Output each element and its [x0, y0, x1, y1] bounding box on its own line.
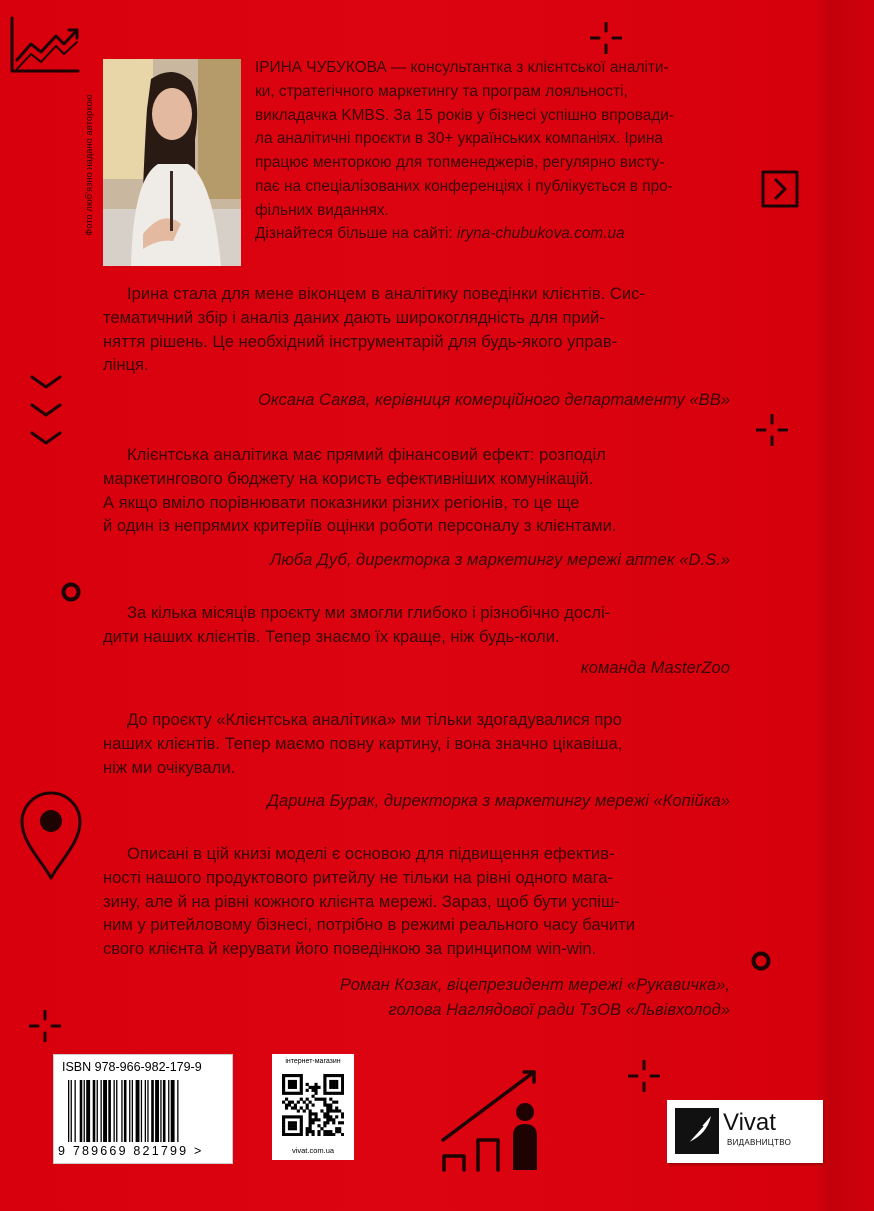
testimonial-attribution: команда MasterZoo — [580, 658, 730, 677]
map-pin-icon — [19, 790, 83, 882]
publisher-subtitle: ВИДАВНИЦТВО — [727, 1138, 792, 1147]
bio-line: викладачка KMBS. За 15 років у бізнесі успішно впровади- — [255, 106, 675, 124]
isbn-label: ISBN 978-966-982-179-9 — [62, 1060, 202, 1074]
growth-person-icon — [440, 1068, 546, 1174]
publisher-logo — [667, 1100, 823, 1163]
website-link[interactable]: iryna-chubukova.com.ua — [456, 225, 625, 242]
circle-icon — [60, 581, 82, 603]
qr-top-label: інтернет-магазин — [285, 1058, 341, 1065]
bio-line: фільних виданнях. — [255, 201, 389, 219]
testimonial-text: Описані в цій книзі моделі є основою для підвищення ефектив- ності нашого продуктового ритейлу не тільки на рівні одного мага- зину, але й на рівні кожного клієнта мережі. Зараз, щоб бути успіш- ним у ритейловому бізнесі, потрібно в режимі реального часу бачити свого клієнта й керувати його поведінкою за принципом win-win. — [103, 844, 636, 959]
bio-line: ла аналітичні проєкти в 30+ українських компаніях. Ірина — [255, 130, 663, 148]
testimonial-attribution: Оксана Саква, керівниця комерційного департаменту «ВВ» — [257, 390, 730, 409]
barcode-bars — [68, 1080, 226, 1142]
crosshair-icon — [628, 1060, 660, 1092]
chart-growth-icon — [9, 14, 81, 74]
qr-code-block[interactable] — [272, 1054, 354, 1160]
barcode-digits: 9 789669 821799 > — [58, 1144, 204, 1158]
publisher-name: Vivat — [723, 1109, 776, 1136]
chevrons-down-icon — [28, 372, 64, 452]
website-label: Дізнайтеся більше на сайті: — [255, 225, 453, 242]
testimonial-text: Ірина стала для мене віконцем в аналітику поведінки клієнтів. Сис- тематичний збір і аналіз даних дають широкоглядність для прий- няття рішень. Це необхідний інструментарій для будь-якого управ- лінця. — [103, 284, 645, 375]
bio-line: ки, стратегічного маркетингу та програм лояльності, — [255, 82, 628, 100]
testimonial-text: До проєкту «Клієнтська аналітика» ми тільки здогадувалися про наших клієнтів. Тепер маємо повну картину, і вона значно цікавіша, ніж ми очікували. — [103, 710, 623, 777]
photo-credit: Фото люб'язно надано авторкою — [84, 93, 94, 236]
crosshair-icon — [590, 22, 622, 54]
bio-line: працює менторкою для топменеджерів, регулярно висту- — [255, 154, 665, 172]
testimonial-attribution: голова Наглядової ради ТзОВ «Львівхолод» — [388, 1000, 730, 1019]
testimonial-attribution: Люба Дуб, директорка з маркетингу мережі аптек «D.S.» — [269, 550, 730, 569]
testimonial-text: За кілька місяців проєкту ми змогли глибоко і різнобічно дослі- дити наших клієнтів. Тепер знаємо їх краще, ніж будь-коли. — [103, 603, 611, 646]
bio-line: ІРИНА ЧУБУКОВА — консультантка з клієнтської аналіти- — [255, 59, 669, 76]
author-website — [255, 225, 625, 243]
author-bio — [255, 56, 733, 223]
feather-logo-icon — [675, 1108, 719, 1159]
bio-line: пає на спеціалізованих конференціях і публікується в про- — [255, 177, 673, 195]
crosshair-icon — [29, 1010, 61, 1042]
qr-code[interactable] — [282, 1074, 344, 1136]
author-photo — [103, 59, 241, 266]
isbn-barcode — [53, 1054, 233, 1164]
crosshair-icon — [756, 414, 788, 446]
qr-bottom-label: vivat.com.ua — [291, 1146, 335, 1155]
testimonial-attribution: Роман Козак, віцепрезидент мережі «Рукавичка», — [339, 975, 730, 994]
circle-icon — [750, 950, 772, 972]
testimonial-attribution: Дарина Бурак, директорка з маркетингу мережі «Копійка» — [267, 791, 730, 810]
testimonial-text: Клієнтська аналітика має прямий фінансовий ефект: розподіл маркетингового бюджету на користь ефективніших комунікацій. А якщо вміло порівнювати показники різних регіонів, то це ще й один із непрямих критеріїв оцінки роботи персоналу з клієнтами. — [103, 445, 617, 536]
chevron-right-icon — [761, 170, 799, 208]
